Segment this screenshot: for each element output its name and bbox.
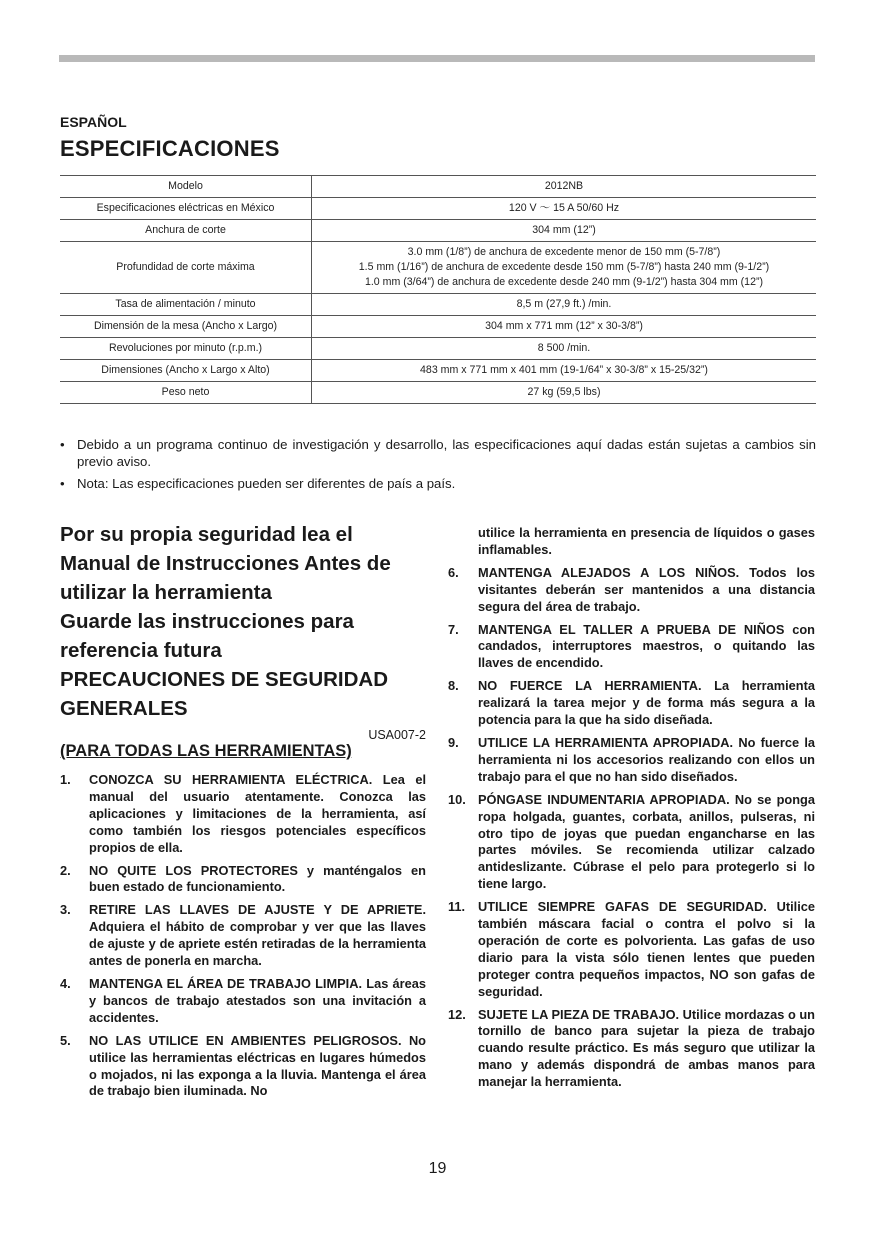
right-column: [448, 525, 815, 1097]
spec-row: [60, 382, 816, 404]
spec-value: 3.0 mm (1/8”) de anchura de excedente menor de 150 mm (5-7/8”) 1.5 mm (1/16”) de anchura de excedente desde 150 mm (5-7/8”) hasta 240 mm (9-1/2”) 1.0 mm (3/64”) de anchura de excedente desde 240 mm (9-1/2”) hasta 304 mm (12”): [312, 242, 817, 294]
list-item: 12. SUJETE LA PIEZA DE TRABAJO. Utilice mordazas o un tornillo de banco para sujetar la pieza de trabajo cuando resulte práctico. Es más seguro que utilizar la mano y además dispondrá de ambas manos para manejar la herramienta.: [448, 1006, 815, 1090]
list-item: 7. MANTENGA EL TALLER A PRUEBA DE NIÑOS con candados, interruptores maestros, o quitando las llaves de encendido.: [448, 621, 815, 671]
note-item: • Nota: Las especificaciones pueden ser diferentes de país a país.: [60, 476, 456, 491]
spec-row: [60, 360, 816, 382]
list-item: 11. UTILICE SIEMPRE GAFAS DE SEGURIDAD. Utilice también máscara facial o contra el polvo si la operación de corte es polvorienta. Las gafas de uso diario para la vista sólo tienen lentes que pueden proteger contra pequeños impactos, NO son gafas de seguridad.: [448, 899, 815, 999]
language-label: ESPAÑOL: [60, 114, 127, 130]
spec-row: [60, 294, 816, 316]
spec-label: Tasa de alimentación / minuto: [60, 294, 312, 316]
note-item: • Debido a un programa continuo de investigación y desarrollo, las especificaciones aquí dadas están sujetas a cambios sin previo aviso.: [60, 437, 816, 469]
list-item: 8. NO FUERCE LA HERRAMIENTA. La herramienta realizará la tarea mejor y de forma más segura a la potencia para la que ha sido diseñada.: [448, 678, 815, 728]
spec-row: [60, 198, 816, 220]
document-code: USA007-2: [368, 728, 426, 742]
spec-label: Profundidad de corte máxima: [60, 242, 312, 294]
spec-row: [60, 338, 816, 360]
spec-table: [60, 175, 816, 404]
left-column: [60, 520, 426, 1106]
spec-value: 304 mm (12”): [312, 220, 817, 242]
spec-row: [60, 242, 816, 294]
spec-label: Dimensiones (Ancho x Largo x Alto): [60, 360, 312, 382]
header-rule: [59, 55, 815, 62]
spec-value: 8 500 /min.: [312, 338, 817, 360]
safety-list-left: [60, 772, 426, 1100]
spec-value: 120 V ～ 15 A 50/60 Hz: [312, 198, 817, 220]
list-item: 3. RETIRE LAS LLAVES DE AJUSTE Y DE APRIETE. Adquiera el hábito de comprobar y ver que las llaves de ajuste y de apriete estén retiradas de la herramienta antes de ponerla en marcha.: [60, 902, 426, 969]
spec-value: 27 kg (59,5 lbs): [312, 382, 817, 404]
spec-row: [60, 176, 816, 198]
list-item: 9. UTILICE LA HERRAMIENTA APROPIADA. No fuerce la herramienta ni los accesorios realizando con ellos un trabajo para el que no han sido diseñados.: [448, 734, 815, 784]
spec-value: 304 mm x 771 mm (12” x 30-3/8”): [312, 316, 817, 338]
section-title: ESPECIFICACIONES: [60, 136, 280, 161]
spec-row: [60, 220, 816, 242]
spec-label: Peso neto: [60, 382, 312, 404]
spec-row: [60, 316, 816, 338]
spec-value: 483 mm x 771 mm x 401 mm (19-1/64” x 30-3/8” x 15-25/32”): [312, 360, 817, 382]
spec-label: Dimensión de la mesa (Ancho x Largo): [60, 316, 312, 338]
list-item: 10. PÓNGASE INDUMENTARIA APROPIADA. No se ponga ropa holgada, guantes, corbata, anillos, pulseras, ni otro tipo de joyas que puedan engancharse en las partes móviles. Se recomienda utilizar calzado antideslizante. Cúbrase el pelo para protegerlo si lo tiene largo.: [448, 791, 815, 892]
list-item: 4. MANTENGA EL ÁREA DE TRABAJO LIMPIA. Las áreas y bancos de trabajo atestados son una invitación a accidentes.: [60, 975, 426, 1025]
page-number: 19: [428, 1160, 447, 1177]
list-item: 6. MANTENGA ALEJADOS A LOS NIÑOS. Todos los visitantes deberán ser mantenidos a una distancia segura del área de trabajo.: [448, 564, 815, 614]
spec-label: Anchura de corte: [60, 220, 312, 242]
spec-notes: [60, 436, 816, 497]
list-item-continuation: utilice la herramienta en presencia de líquidos o gases inflamables.: [478, 525, 815, 557]
spec-value: 2012NB: [312, 176, 817, 198]
list-item: 5. NO LAS UTILICE EN AMBIENTES PELIGROSOS. No utilice las herramientas eléctricas en lugares húmedos o mojados, ni las exponga a la lluvia. Mantenga el área de trabajo bien iluminada. No: [60, 1032, 426, 1099]
safety-heading: Por su propia seguridad lea el Manual de Instrucciones Antes de utilizar la herramienta Guarde las instrucciones para referencia futura PRECAUCIONES DE SEGURIDAD GENERALES: [60, 523, 391, 720]
safety-subheading: (PARA TODAS LAS HERRAMIENTAS): [60, 742, 352, 760]
spec-value: 8,5 m (27,9 ft.) /min.: [312, 294, 817, 316]
spec-label: Especificaciones eléctricas en México: [60, 198, 312, 220]
list-item: 2. NO QUITE LOS PROTECTORES y manténgalos en buen estado de funcionamiento.: [60, 862, 426, 895]
spec-label: Revoluciones por minuto (r.p.m.): [60, 338, 312, 360]
spec-label: Modelo: [60, 176, 312, 198]
list-item: 1. CONOZCA SU HERRAMIENTA ELÉCTRICA. Lea el manual del usuario atentamente. Conozca las aplicaciones y limitaciones de la herramienta, así como también los riesgos potenciales específicos propios de ella.: [60, 772, 426, 855]
